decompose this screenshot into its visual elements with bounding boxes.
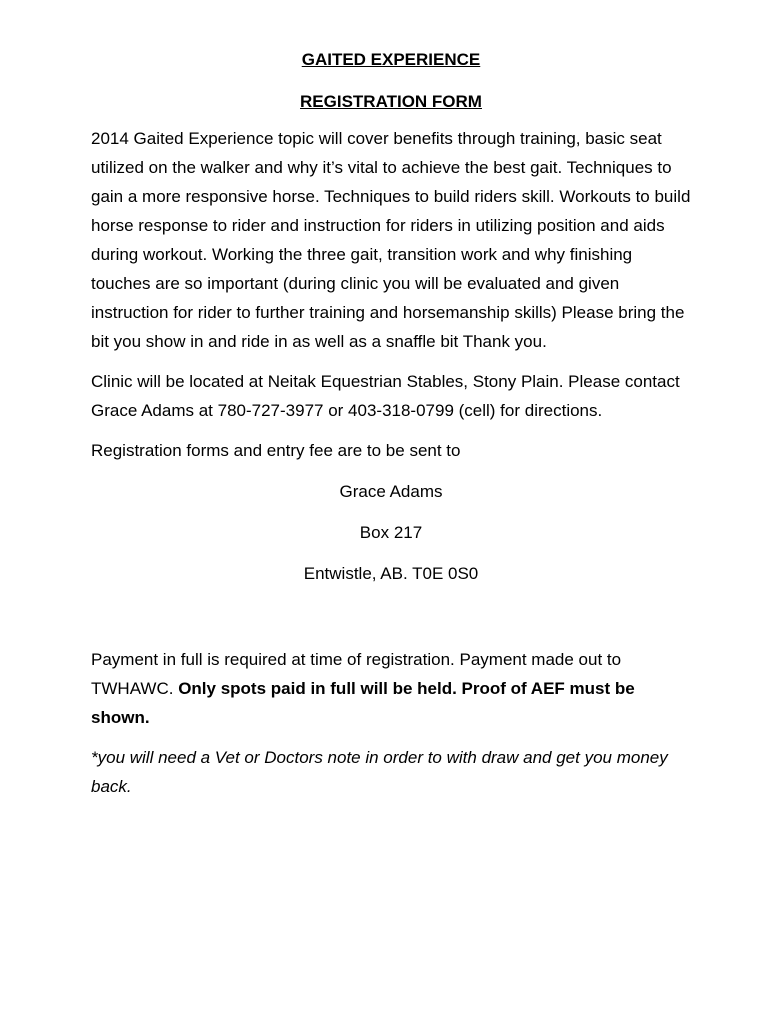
send-to-paragraph: Registration forms and entry fee are to be sent to bbox=[91, 441, 461, 460]
address-name: Grace Adams bbox=[339, 482, 443, 501]
address-box: Box 217 bbox=[359, 523, 423, 542]
intro-paragraph: 2014 Gaited Experience topic will cover benefits through training, basic seat utilized on the walker and why it’s vital to achieve the best gait. Techniques to gain a more responsive horse. Techniques to build riders skill. Workouts to build horse response to rider and instruction for riders in utilizing position and aids during workout. Working the three gait, transition work and why finishing touches are so important (during clinic you will be evaluated and given instruction for rider to further training and horsemanship skills) Please bring the bit you show in and ride in as well as a snaffle bit Thank you. bbox=[91, 129, 691, 351]
document-subtitle: REGISTRATION FORM bbox=[300, 92, 482, 111]
location-paragraph: Clinic will be located at Neitak Equestrian Stables, Stony Plain. Please contact Grace Adams at 780-727-3977 or 403-318-0799 (cell) for directions. bbox=[91, 372, 680, 420]
payment-paragraph bbox=[91, 645, 691, 732]
document-page bbox=[91, 48, 691, 801]
document-title: GAITED EXPERIENCE bbox=[301, 50, 481, 69]
address-city: Entwistle, AB. T0E 0S0 bbox=[303, 564, 479, 583]
refund-note: *you will need a Vet or Doctors note in order to with draw and get you money back. bbox=[91, 748, 668, 796]
payment-bold-text: Only spots paid in full will be held. Proof of AEF must be shown. bbox=[91, 679, 635, 727]
payment-text: Payment in full is required at time of registration. Payment made out to TWHAWC. bbox=[91, 650, 622, 698]
